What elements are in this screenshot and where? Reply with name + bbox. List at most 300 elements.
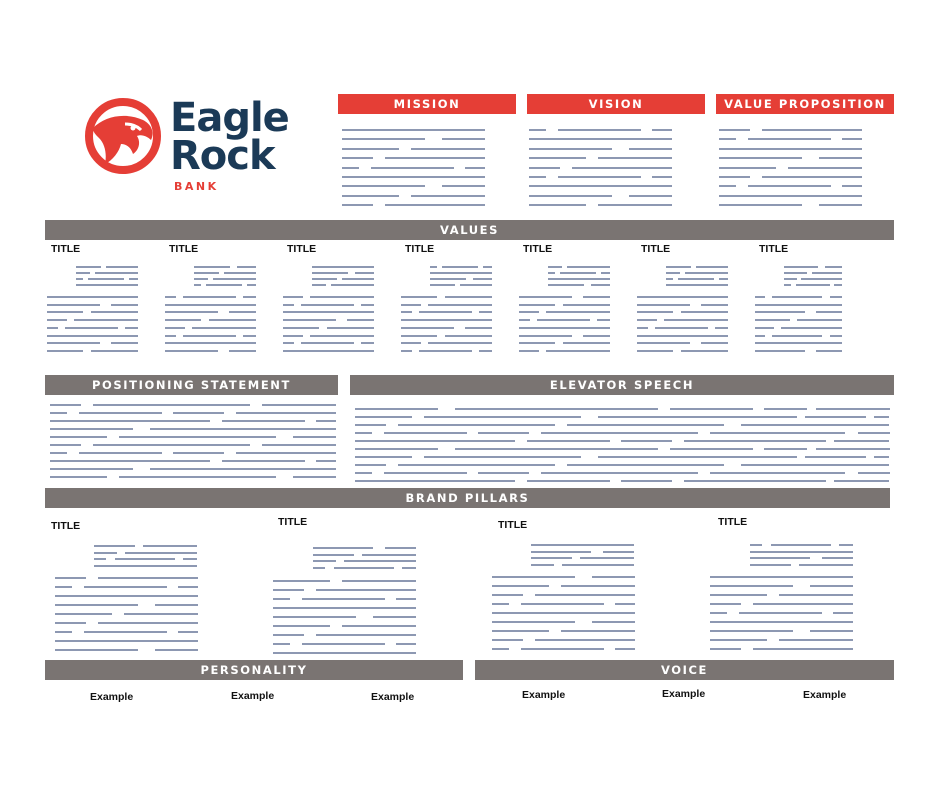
placeholder-line xyxy=(710,603,741,605)
placeholder-line xyxy=(492,639,523,641)
placeholder-line xyxy=(283,296,303,298)
placeholder-line xyxy=(301,304,354,306)
placeholder-line xyxy=(213,278,256,280)
placeholder-line xyxy=(316,589,416,591)
placeholder-line xyxy=(385,157,485,159)
placeholder-line xyxy=(316,634,416,636)
value-text-body xyxy=(283,292,374,354)
pillar-text-top xyxy=(750,541,853,567)
placeholder-line xyxy=(563,342,610,344)
placeholder-line xyxy=(583,335,610,337)
placeholder-line xyxy=(784,408,807,410)
placeholder-line xyxy=(521,603,604,605)
placeholder-line xyxy=(637,296,728,298)
placeholder-line xyxy=(50,412,67,414)
placeholder-line xyxy=(637,342,690,344)
placeholder-line xyxy=(592,576,635,578)
placeholder-line xyxy=(384,472,467,474)
placeholder-line xyxy=(312,278,337,280)
placeholder-line xyxy=(719,138,736,140)
placeholder-line xyxy=(47,335,138,337)
placeholder-line xyxy=(710,594,767,596)
value-text-top xyxy=(430,263,492,287)
placeholder-line xyxy=(362,554,416,556)
placeholder-line xyxy=(710,612,727,614)
placeholder-line xyxy=(193,420,210,422)
placeholder-line xyxy=(781,327,842,329)
placeholder-line xyxy=(327,327,374,329)
placeholder-line xyxy=(755,319,790,321)
elevator-speech-header: ELEVATOR SPEECH xyxy=(350,375,894,395)
placeholder-line xyxy=(498,448,641,450)
placeholder-line xyxy=(55,604,138,606)
placeholder-line xyxy=(498,432,529,434)
placeholder-line xyxy=(478,432,498,434)
logo-word-bank: BANK xyxy=(174,180,219,193)
placeholder-line xyxy=(55,640,198,642)
placeholder-line xyxy=(411,148,485,150)
placeholder-line xyxy=(641,432,698,434)
placeholder-line xyxy=(621,440,641,442)
placeholder-line xyxy=(629,195,672,197)
placeholder-line xyxy=(715,327,728,329)
placeholder-line xyxy=(764,448,784,450)
placeholder-line xyxy=(398,464,498,466)
placeholder-line xyxy=(178,631,198,633)
placeholder-line xyxy=(342,185,425,187)
placeholder-line xyxy=(529,138,672,140)
placeholder-line xyxy=(150,428,193,430)
placeholder-line xyxy=(710,432,784,434)
placeholder-line xyxy=(55,649,138,651)
placeholder-line xyxy=(442,138,485,140)
placeholder-line xyxy=(355,408,438,410)
placeholder-line xyxy=(681,350,728,352)
placeholder-line xyxy=(812,272,842,274)
placeholder-line xyxy=(373,616,416,618)
placeholder-line xyxy=(784,480,826,482)
placeholder-line xyxy=(842,138,862,140)
placeholder-line xyxy=(47,304,100,306)
placeholder-line xyxy=(567,464,641,466)
placeholder-line xyxy=(47,342,100,344)
placeholder-line xyxy=(165,335,176,337)
placeholder-line xyxy=(428,304,492,306)
placeholder-line xyxy=(50,444,81,446)
placeholder-line xyxy=(598,157,672,159)
placeholder-line xyxy=(155,604,198,606)
placeholder-line xyxy=(755,335,765,337)
placeholder-line xyxy=(637,319,657,321)
placeholder-line xyxy=(313,567,325,569)
placeholder-line xyxy=(194,272,219,274)
placeholder-line xyxy=(567,266,610,268)
placeholder-line xyxy=(94,545,135,547)
placeholder-line xyxy=(562,564,634,566)
placeholder-line xyxy=(401,342,421,344)
placeholder-line xyxy=(192,327,256,329)
placeholder-line xyxy=(129,278,138,280)
placeholder-line xyxy=(50,404,81,406)
placeholder-line xyxy=(741,464,784,466)
placeholder-line xyxy=(401,319,492,321)
placeholder-line xyxy=(316,420,336,422)
placeholder-line xyxy=(355,416,412,418)
placeholder-line xyxy=(173,452,193,454)
placeholder-line xyxy=(839,544,853,546)
placeholder-line xyxy=(411,195,485,197)
placeholder-line xyxy=(361,304,374,306)
elevator-text-block xyxy=(784,404,889,484)
placeholder-line xyxy=(784,278,797,280)
placeholder-line xyxy=(825,266,842,268)
placeholder-line xyxy=(670,448,753,450)
placeholder-line xyxy=(701,304,728,306)
placeholder-line xyxy=(719,129,750,131)
placeholder-line xyxy=(664,319,728,321)
placeholder-line xyxy=(755,342,842,344)
placeholder-line xyxy=(342,625,416,627)
placeholder-line xyxy=(641,408,658,410)
placeholder-line xyxy=(762,129,862,131)
placeholder-line xyxy=(529,204,586,206)
placeholder-line xyxy=(784,456,797,458)
placeholder-line xyxy=(355,472,372,474)
placeholder-line xyxy=(637,311,673,313)
placeholder-line xyxy=(637,327,648,329)
placeholder-line xyxy=(119,436,193,438)
placeholder-line xyxy=(342,195,399,197)
value-text-body xyxy=(637,292,728,354)
placeholder-line xyxy=(98,577,198,579)
placeholder-line xyxy=(302,598,385,600)
voice-header: VOICE xyxy=(475,660,894,680)
placeholder-line xyxy=(430,266,437,268)
placeholder-line xyxy=(194,266,230,268)
placeholder-line xyxy=(155,649,198,651)
placeholder-line xyxy=(273,625,330,627)
placeholder-line xyxy=(591,284,610,286)
placeholder-line xyxy=(546,311,610,313)
placeholder-line xyxy=(312,284,326,286)
placeholder-line xyxy=(371,167,454,169)
placeholder-line xyxy=(310,335,374,337)
placeholder-line xyxy=(125,327,138,329)
placeholder-line xyxy=(111,342,138,344)
placeholder-line xyxy=(342,148,399,150)
placeholder-line xyxy=(771,544,831,546)
placeholder-line xyxy=(784,272,807,274)
placeholder-line xyxy=(678,278,714,280)
placeholder-line xyxy=(858,432,890,434)
placeholder-line xyxy=(479,311,492,313)
placeholder-line xyxy=(273,580,330,582)
value-proposition-header: VALUE PROPOSITION xyxy=(716,94,894,114)
placeholder-line xyxy=(805,416,866,418)
placeholder-line xyxy=(779,639,853,641)
placeholder-line xyxy=(527,440,610,442)
placeholder-line xyxy=(750,544,762,546)
placeholder-line xyxy=(342,138,425,140)
placeholder-line xyxy=(401,335,437,337)
placeholder-line xyxy=(193,404,250,406)
placeholder-line xyxy=(572,167,672,169)
placeholder-line xyxy=(342,157,373,159)
placeholder-line xyxy=(283,342,294,344)
mission-header: MISSION xyxy=(338,94,516,114)
placeholder-line xyxy=(784,266,818,268)
placeholder-line xyxy=(772,335,822,337)
placeholder-line xyxy=(283,319,336,321)
placeholder-line xyxy=(527,480,610,482)
placeholder-line xyxy=(312,272,348,274)
placeholder-line xyxy=(739,612,822,614)
placeholder-line xyxy=(519,296,572,298)
placeholder-line xyxy=(597,319,610,321)
placeholder-line xyxy=(442,266,478,268)
placeholder-line xyxy=(762,176,862,178)
placeholder-line xyxy=(165,350,218,352)
placeholder-line xyxy=(548,272,555,274)
placeholder-line xyxy=(79,412,162,414)
voice-example: Example xyxy=(522,689,566,701)
placeholder-line xyxy=(313,547,373,549)
vision-header: VISION xyxy=(527,94,705,114)
placeholder-line xyxy=(492,585,549,587)
placeholder-line xyxy=(342,204,373,206)
placeholder-line xyxy=(753,648,853,650)
placeholder-line xyxy=(396,598,416,600)
placeholder-line xyxy=(629,148,672,150)
logo-word-rock: Rock xyxy=(170,133,275,179)
placeholder-line xyxy=(229,350,256,352)
placeholder-line xyxy=(710,621,853,623)
placeholder-line xyxy=(119,476,193,478)
placeholder-line xyxy=(546,350,610,352)
placeholder-line xyxy=(710,639,767,641)
placeholder-line xyxy=(342,580,416,582)
placeholder-line xyxy=(498,424,555,426)
placeholder-line xyxy=(273,643,290,645)
pillar-text-top xyxy=(313,544,416,570)
value-text-body xyxy=(401,292,492,354)
placeholder-line xyxy=(342,129,485,131)
placeholder-line xyxy=(819,157,862,159)
placeholder-line xyxy=(455,448,498,450)
placeholder-line xyxy=(816,311,842,313)
placeholder-line xyxy=(313,560,336,562)
placeholder-line xyxy=(719,278,728,280)
placeholder-line xyxy=(834,480,889,482)
placeholder-line xyxy=(519,304,555,306)
placeholder-line xyxy=(816,448,890,450)
logo-word-eagle: Eagle xyxy=(170,95,289,141)
placeholder-line xyxy=(784,464,889,466)
placeholder-line xyxy=(111,304,138,306)
placeholder-line xyxy=(384,432,467,434)
placeholder-line xyxy=(710,648,741,650)
placeholder-line xyxy=(65,327,118,329)
placeholder-line xyxy=(98,622,198,624)
placeholder-line xyxy=(283,304,294,306)
placeholder-line xyxy=(55,595,198,597)
placeholder-line xyxy=(47,327,58,329)
placeholder-line xyxy=(666,266,691,268)
voice-example: Example xyxy=(662,688,706,700)
placeholder-line xyxy=(125,552,197,554)
value-text-body xyxy=(165,292,256,354)
value-title: TITLE xyxy=(51,243,81,255)
placeholder-line xyxy=(498,472,529,474)
placeholder-line xyxy=(262,404,336,406)
placeholder-line xyxy=(834,284,842,286)
placeholder-line xyxy=(236,412,336,414)
placeholder-line xyxy=(143,545,197,547)
placeholder-line xyxy=(150,468,193,470)
placeholder-line xyxy=(641,464,724,466)
placeholder-line xyxy=(822,557,853,559)
placeholder-line xyxy=(222,420,305,422)
placeholder-line xyxy=(498,408,641,410)
placeholder-line xyxy=(784,432,845,434)
placeholder-line xyxy=(237,266,256,268)
placeholder-line xyxy=(755,327,774,329)
placeholder-line xyxy=(247,284,256,286)
placeholder-line xyxy=(465,327,492,329)
placeholder-line xyxy=(94,552,117,554)
placeholder-line xyxy=(548,266,562,268)
placeholder-line xyxy=(561,630,635,632)
placeholder-line xyxy=(666,272,680,274)
placeholder-line xyxy=(560,272,596,274)
placeholder-line xyxy=(193,412,224,414)
placeholder-line xyxy=(398,424,498,426)
placeholder-line xyxy=(50,436,107,438)
placeholder-line xyxy=(479,350,492,352)
placeholder-line xyxy=(535,639,635,641)
placeholder-line xyxy=(401,327,454,329)
placeholder-line xyxy=(834,440,889,442)
placeholder-line xyxy=(830,335,842,337)
placeholder-line xyxy=(531,564,554,566)
placeholder-line xyxy=(710,630,793,632)
placeholder-line xyxy=(342,278,374,280)
placeholder-line xyxy=(165,304,256,306)
placeholder-line xyxy=(79,452,162,454)
placeholder-line xyxy=(165,296,176,298)
pillar-title: TITLE xyxy=(51,520,81,532)
placeholder-line xyxy=(106,266,138,268)
placeholder-line xyxy=(779,594,853,596)
placeholder-line xyxy=(183,558,197,560)
placeholder-line xyxy=(273,598,290,600)
positioning-statement-header: POSITIONING STATEMENT xyxy=(45,375,338,395)
values-header: VALUES xyxy=(45,220,894,240)
placeholder-line xyxy=(797,319,842,321)
placeholder-line xyxy=(637,304,690,306)
placeholder-line xyxy=(273,652,416,654)
placeholder-line xyxy=(641,480,672,482)
placeholder-line xyxy=(84,631,167,633)
placeholder-line xyxy=(816,408,890,410)
placeholder-line xyxy=(283,350,374,352)
placeholder-line xyxy=(741,424,784,426)
placeholder-line xyxy=(430,272,492,274)
placeholder-line xyxy=(558,176,641,178)
placeholder-line xyxy=(313,554,354,556)
placeholder-line xyxy=(262,444,336,446)
placeholder-line xyxy=(50,468,133,470)
placeholder-line xyxy=(641,416,784,418)
placeholder-line xyxy=(47,319,67,321)
placeholder-line xyxy=(419,311,472,313)
pillar-text-top xyxy=(531,541,634,567)
placeholder-line xyxy=(696,266,728,268)
placeholder-line xyxy=(194,278,208,280)
placeholder-line xyxy=(498,440,515,442)
pillar-text-body xyxy=(273,576,416,656)
personality-example: Example xyxy=(371,691,415,703)
placeholder-line xyxy=(719,167,776,169)
placeholder-line xyxy=(473,278,492,280)
placeholder-line xyxy=(430,278,466,280)
placeholder-line xyxy=(55,577,86,579)
placeholder-line xyxy=(316,460,336,462)
placeholder-line xyxy=(719,195,862,197)
placeholder-line xyxy=(385,204,485,206)
positioning-text-block xyxy=(50,400,193,480)
placeholder-line xyxy=(301,342,354,344)
placeholder-line xyxy=(784,472,845,474)
value-text-top xyxy=(194,263,256,287)
placeholder-line xyxy=(50,420,193,422)
placeholder-line xyxy=(193,444,250,446)
placeholder-line xyxy=(529,185,672,187)
placeholder-line xyxy=(222,460,305,462)
placeholder-line xyxy=(810,585,853,587)
placeholder-line xyxy=(283,327,319,329)
pillar-title: TITLE xyxy=(718,516,748,528)
placeholder-line xyxy=(183,335,236,337)
personality-example: Example xyxy=(90,691,134,703)
placeholder-line xyxy=(283,335,303,337)
placeholder-line xyxy=(621,480,641,482)
placeholder-line xyxy=(342,176,485,178)
value-text-body xyxy=(519,292,610,354)
placeholder-line xyxy=(355,480,498,482)
value-text-top xyxy=(666,263,728,287)
placeholder-line xyxy=(748,185,831,187)
mission-text-block xyxy=(342,124,485,209)
placeholder-line xyxy=(816,350,842,352)
placeholder-line xyxy=(95,272,138,274)
placeholder-line xyxy=(76,266,101,268)
placeholder-line xyxy=(355,464,386,466)
placeholder-line xyxy=(93,444,193,446)
placeholder-line xyxy=(355,440,498,442)
placeholder-line xyxy=(492,648,509,650)
pillar-text-body xyxy=(710,572,853,652)
placeholder-line xyxy=(310,296,374,298)
placeholder-line xyxy=(193,436,276,438)
placeholder-line xyxy=(385,547,416,549)
placeholder-line xyxy=(558,129,641,131)
placeholder-line xyxy=(498,480,515,482)
placeholder-line xyxy=(183,296,236,298)
placeholder-line xyxy=(529,167,560,169)
placeholder-line xyxy=(531,544,634,546)
placeholder-line xyxy=(719,176,750,178)
